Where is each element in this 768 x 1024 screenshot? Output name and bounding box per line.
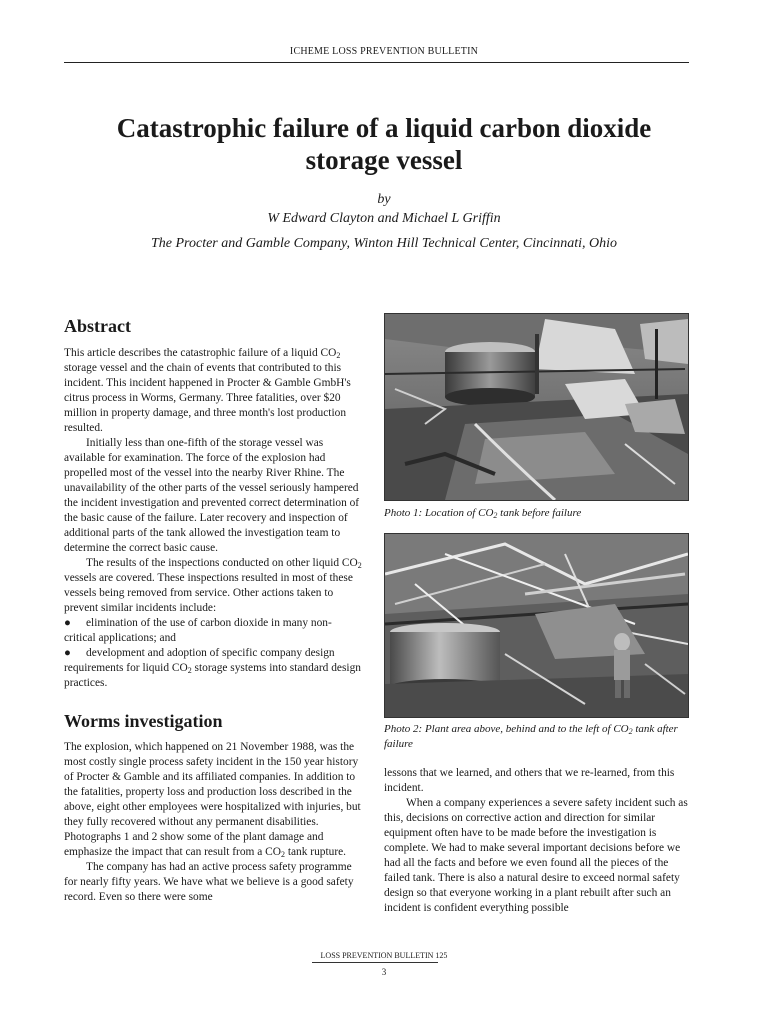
byline-by: by [377, 192, 391, 207]
photo-2-image [384, 533, 689, 718]
photo-2-caption: Photo 2: Plant area above, behind and to the left of $CO_2$ tank after failure [384, 723, 678, 750]
abstract-paragraph-1: This article describes the catastrophic failure of a liquid $CO_2$ storage vessel and the chain of events that contributed to this incident. This incident happened in Procter & Gamble GmbH's citrus process in Worms, Germany. Three fatalities, over $20 million in property damage, and three month's lost production resulted. [64, 347, 351, 434]
list-item: ● elimination of the use of carbon dioxide in many non-critical applications; and [64, 617, 332, 644]
byline-authors: W Edward Clayton and Michael L Griffin [267, 211, 501, 226]
abstract-paragraph-2: Initially less than one-fifth of the storage vessel was available for examination. The force of the explosion had propelled most of the vessel into the nearby River Rhine. The unavailability of the other parts of the vessel seriously hampered the incident investigation and prevented correct determination of the basic cause of the failure. Later recovery and inspection of additional parts of the tank allowed the investigation team to determine the correct basic cause. [64, 437, 360, 554]
right-paragraph-1: lessons that we learned, and others that we re-learned, from this incident. [384, 767, 675, 794]
list-item: ● development and adoption of specific company design requirements for liquid $CO_2$ storage systems into standard design practices. [64, 647, 361, 689]
worms-investigation-heading: Worms investigation [64, 711, 223, 731]
photo-1-caption: Photo 1: Location of $CO_2$ tank before failure [384, 507, 582, 520]
abstract-body [64, 346, 362, 691]
worms-paragraph-1: The explosion, which happened on 21 November 1988, was the most costly single process safety incident in the 150 year history of Procter & Gamble and its affiliated companies. In addition to the fatalities, property loss and production loss described in the above, eight other employees were hospitalized with injuries, but they fully recovered without any permanent disabilities. Photographs 1 and 2 show some of the plant damage and emphasize the impact that can result from a $CO_2$ tank rupture. [64, 741, 361, 859]
abstract-paragraph-3: The results of the inspections conducted on other liquid $CO_2$ vessels are covered. These inspections resulted in most of these vessels being removed from service. Other actions taken to prevent similar incidents include: [64, 557, 362, 614]
right-column-body [384, 766, 688, 916]
photo-2-graphic [385, 534, 688, 717]
footer-bulletin: LOSS PREVENTION BULLETIN 125 [320, 951, 448, 960]
abstract-heading: Abstract [64, 316, 131, 336]
header-rule [64, 62, 689, 63]
footer-rule [312, 962, 438, 963]
worms-investigation-body [64, 740, 362, 905]
right-paragraph-2: When a company experiences a severe safety incident such as this, decisions on corrective action and direction for similar equipment often have to be made before the investigation is complete. We had to make several important decisions before we had all the facts and before we even found all the pieces of the failed tank. There is also a natural desire to exceed normal safety design so that everyone working in a plant rebuilt after such an incident is confident everything possible [384, 797, 688, 914]
page-number: 3 [381, 967, 387, 977]
article-title: Catastrophic failure of a liquid carbon dioxide storage vessel [116, 113, 652, 175]
byline-affiliation: The Procter and Gamble Company, Winton Hill Technical Center, Cincinnati, Ohio [151, 236, 617, 251]
running-header: ICHEME LOSS PREVENTION BULLETIN [289, 46, 479, 57]
abstract-bullet-list [64, 616, 362, 691]
worms-paragraph-2: The company has had an active process safety programme for nearly fifty years. We have what we believe is a good safety record. Even so there were some [64, 861, 354, 903]
photo-1-image [384, 313, 689, 501]
photo-1-graphic [385, 314, 688, 500]
